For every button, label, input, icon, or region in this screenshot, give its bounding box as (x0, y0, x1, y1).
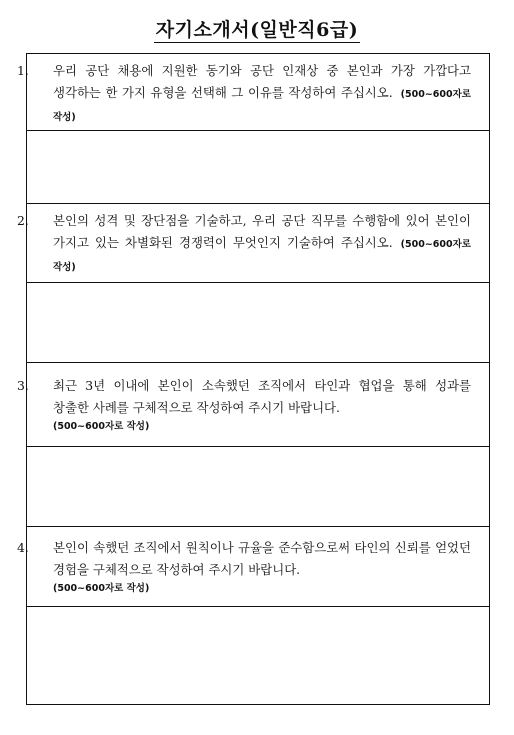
question-text: 본인이 속했던 조직에서 원칙이나 규율을 준수함으로써 타인의 신뢰를 얻었던 경험을 구체적으로 작성하여 주시기 바랍니다. (53, 540, 471, 577)
question-cell-4 (17, 527, 489, 607)
self-introduction-form (17, 53, 490, 705)
question-number: 4. (17, 540, 29, 555)
answer-box-3[interactable] (27, 447, 489, 527)
question-text: 최근 3년 이내에 본인이 소속했던 조직에서 타인과 협업을 통해 성과를 창출한 사례를 구체적으로 작성하여 주시기 바랍니다. (53, 378, 471, 415)
question-number: 2. (17, 213, 29, 228)
question-cell-3 (17, 363, 489, 447)
length-limit: (500~600자로 작성) (53, 88, 471, 123)
question-text: 본인의 성격 및 장단점을 기술하고, 우리 공단 직무를 수행함에 있어 본인이 가지고 있는 차별화된 경쟁력이 무엇인지 기술하여 주십시오. (53, 213, 471, 250)
length-limit: (500~600자로 작성) (53, 421, 150, 432)
page-title-text: 자기소개서(일반직6급) (155, 19, 359, 41)
question-cell-2 (17, 204, 489, 283)
question-number: 1. (17, 63, 29, 78)
page-title (0, 19, 514, 43)
question-2 (17, 210, 471, 279)
question-text: 우리 공단 채용에 지원한 동기와 공단 인재상 중 본인과 가장 가깝다고 생각하는 한 가지 유형을 선택해 그 이유를 작성하여 주십시오. (53, 63, 471, 100)
question-3 (17, 375, 471, 435)
answer-box-2[interactable] (27, 283, 489, 363)
answer-box-4[interactable] (27, 607, 489, 704)
question-1 (17, 60, 471, 129)
answer-box-1[interactable] (27, 131, 489, 204)
question-4 (17, 537, 471, 597)
length-limit: (500~600자로 작성) (53, 583, 150, 594)
question-cell-1 (17, 54, 489, 131)
question-number: 3. (17, 378, 29, 393)
length-limit: (500~600자로 작성) (53, 238, 471, 273)
